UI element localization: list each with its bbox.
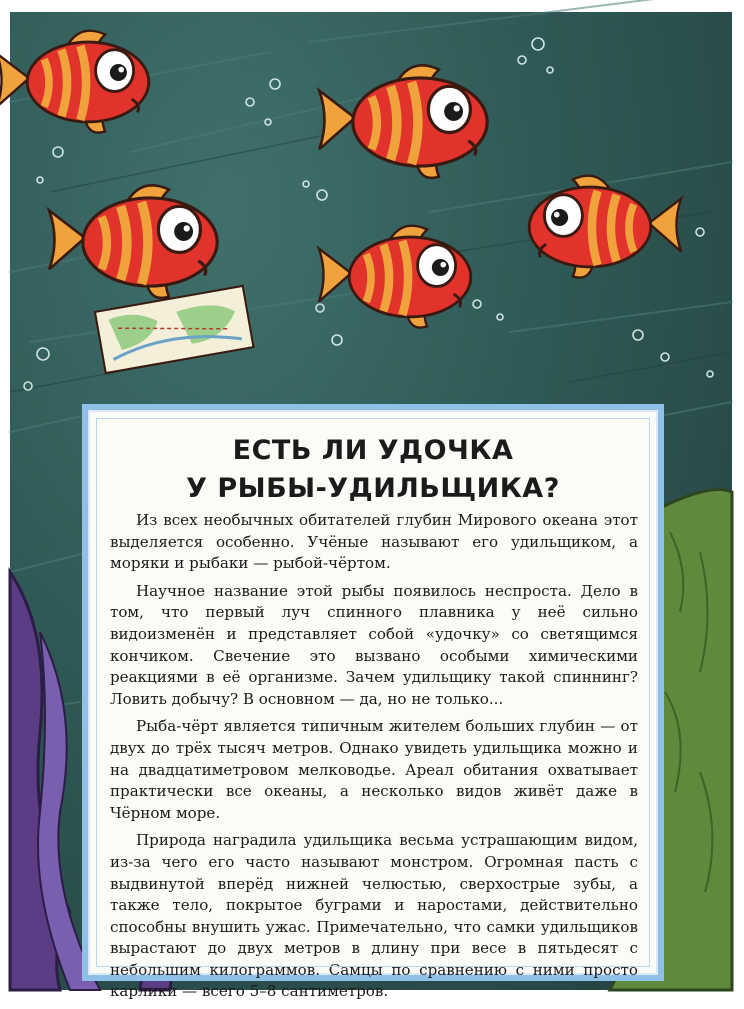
page-illustration — [10, 12, 732, 1001]
article-title — [88, 432, 658, 508]
paragraph: Природа наградила удильщика весьма устрашающим видом, из-за чего его часто называют монстром. Огромная пасть с выдвинутой вперёд нижней челюстью, сверхострые зубы, а также тело, покрытое буграми и наростами, действительно способны внушить ужас. Примечательно, что самки удильщиков вырастают до двух метров в длину при весе в пятьдесят с небольшим килограммов. Самцы по сравнению с ними просто карлики — всего 5–8 сантиметров. — [110, 831, 638, 1001]
fish-top-left — [0, 31, 149, 133]
title-line-2: У РЫБЫ-УДИЛЬЩИКА? — [186, 473, 560, 504]
title-line-1: ЕСТЬ ЛИ УДОЧКА — [232, 435, 514, 466]
article-body — [110, 510, 638, 1009]
paragraph: Рыба-чёрт является типичным жителем больших глубин — от двух до трёх тысяч метров. Однако увидеть удильщика можно и на двадцатиметровом мелководье. Ареал обитания охватывает практически все океаны, а несколько видов живёт даже в Чёрном море. — [110, 717, 638, 822]
fish-middle-center — [319, 226, 471, 328]
fish-middle-left — [49, 185, 217, 298]
fish-top-center — [319, 65, 487, 178]
fish-right — [529, 176, 681, 278]
article-card — [82, 404, 664, 1001]
paragraph: Научное название этой рыбы появилось неспроста. Дело в том, что первый луч спинного плавника у неё сильно видоизменён и представляет собой «удочку» со светящимся кончиком. Свечение это вызвано особыми химическими реакциями в её организме. Зачем удильщику такой спиннинг? Ловить добычу? В основном — да, но не только... — [110, 581, 638, 708]
treasure-map — [95, 286, 253, 373]
paragraph: Из всех необычных обитателей глубин Мирового океана этот выделяется особенно. Учёные называют его удильщиком, а моряки и рыбаки — рыбой-чёртом. — [110, 511, 638, 573]
